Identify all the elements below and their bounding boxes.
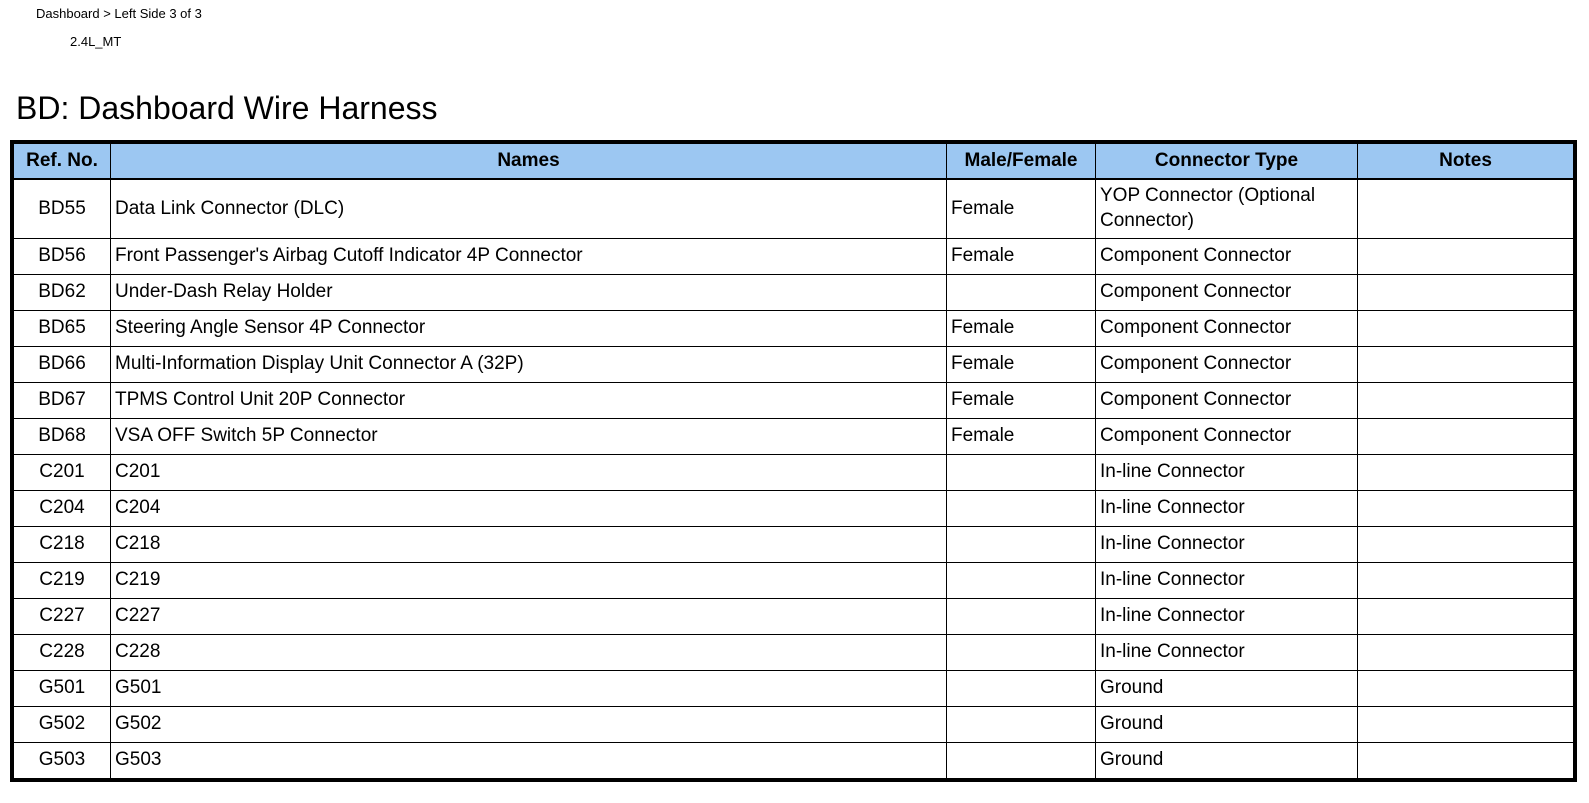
cell-name: Steering Angle Sensor 4P Connector (111, 311, 947, 347)
cell-notes (1358, 707, 1574, 743)
cell-ref-no: BD62 (14, 275, 111, 311)
cell-male-female: Female (947, 419, 1096, 455)
cell-name: G501 (111, 671, 947, 707)
cell-connector-type: In-line Connector (1096, 599, 1358, 635)
cell-notes (1358, 527, 1574, 563)
cell-connector-type: In-line Connector (1096, 455, 1358, 491)
cell-notes (1358, 563, 1574, 599)
cell-notes (1358, 311, 1574, 347)
cell-name: C219 (111, 563, 947, 599)
cell-name: C227 (111, 599, 947, 635)
cell-male-female (947, 707, 1096, 743)
cell-name: Front Passenger's Airbag Cutoff Indicator 4P Connector (111, 239, 947, 275)
header-male-female: Male/Female (947, 144, 1096, 180)
cell-connector-type: Ground (1096, 671, 1358, 707)
cell-ref-no: C227 (14, 599, 111, 635)
cell-connector-type: Component Connector (1096, 347, 1358, 383)
breadcrumb: Dashboard > Left Side 3 of 3 (36, 6, 202, 21)
table-row (14, 527, 1574, 563)
cell-ref-no: C218 (14, 527, 111, 563)
table-row (14, 635, 1574, 671)
table-row (14, 491, 1574, 527)
cell-notes (1358, 239, 1574, 275)
cell-ref-no: BD68 (14, 419, 111, 455)
cell-male-female (947, 743, 1096, 779)
cell-ref-no: BD66 (14, 347, 111, 383)
cell-ref-no: BD67 (14, 383, 111, 419)
cell-male-female: Female (947, 347, 1096, 383)
table-row (14, 383, 1574, 419)
header-connector-type: Connector Type (1096, 144, 1358, 180)
harness-table-container (10, 140, 1577, 782)
cell-connector-type: In-line Connector (1096, 635, 1358, 671)
cell-connector-type: In-line Connector (1096, 563, 1358, 599)
cell-notes (1358, 671, 1574, 707)
header-notes: Notes (1358, 144, 1574, 180)
table-row (14, 707, 1574, 743)
cell-notes (1358, 383, 1574, 419)
table-row (14, 563, 1574, 599)
cell-connector-type: YOP Connector (Optional Connector) (1096, 179, 1358, 239)
cell-name: Multi-Information Display Unit Connector A (32P) (111, 347, 947, 383)
table-row (14, 599, 1574, 635)
cell-male-female (947, 635, 1096, 671)
cell-notes (1358, 275, 1574, 311)
page-title: BD: Dashboard Wire Harness (16, 90, 438, 126)
cell-ref-no: BD65 (14, 311, 111, 347)
cell-male-female: Female (947, 311, 1096, 347)
cell-name: G503 (111, 743, 947, 779)
cell-connector-type: Component Connector (1096, 419, 1358, 455)
table-row (14, 239, 1574, 275)
cell-ref-no: C204 (14, 491, 111, 527)
cell-ref-no: G502 (14, 707, 111, 743)
cell-connector-type: In-line Connector (1096, 491, 1358, 527)
cell-male-female (947, 599, 1096, 635)
cell-name: G502 (111, 707, 947, 743)
cell-notes (1358, 635, 1574, 671)
cell-ref-no: C219 (14, 563, 111, 599)
cell-ref-no: BD55 (14, 179, 111, 239)
cell-male-female: Female (947, 383, 1096, 419)
table-header-row (14, 144, 1574, 180)
table-row (14, 671, 1574, 707)
cell-connector-type: In-line Connector (1096, 527, 1358, 563)
table-row (14, 419, 1574, 455)
cell-connector-type: Component Connector (1096, 239, 1358, 275)
cell-ref-no: BD56 (14, 239, 111, 275)
cell-ref-no: G503 (14, 743, 111, 779)
table-row (14, 743, 1574, 779)
cell-ref-no: C201 (14, 455, 111, 491)
cell-notes (1358, 491, 1574, 527)
cell-male-female (947, 563, 1096, 599)
cell-connector-type: Component Connector (1096, 311, 1358, 347)
cell-notes (1358, 179, 1574, 239)
cell-name: TPMS Control Unit 20P Connector (111, 383, 947, 419)
page-subtitle: 2.4L_MT (70, 34, 122, 49)
cell-connector-type: Ground (1096, 743, 1358, 779)
cell-male-female (947, 671, 1096, 707)
table-row (14, 311, 1574, 347)
cell-ref-no: C228 (14, 635, 111, 671)
cell-notes (1358, 743, 1574, 779)
cell-ref-no: G501 (14, 671, 111, 707)
table-row (14, 455, 1574, 491)
cell-notes (1358, 419, 1574, 455)
cell-notes (1358, 599, 1574, 635)
cell-male-female: Female (947, 239, 1096, 275)
cell-name: VSA OFF Switch 5P Connector (111, 419, 947, 455)
cell-notes (1358, 347, 1574, 383)
cell-name: Data Link Connector (DLC) (111, 179, 947, 239)
cell-male-female (947, 527, 1096, 563)
cell-connector-type: Ground (1096, 707, 1358, 743)
table-row (14, 179, 1574, 239)
cell-male-female (947, 491, 1096, 527)
cell-male-female (947, 455, 1096, 491)
table-body (14, 179, 1574, 779)
header-ref-no: Ref. No. (14, 144, 111, 180)
cell-male-female (947, 275, 1096, 311)
header-names: Names (111, 144, 947, 180)
cell-name: Under-Dash Relay Holder (111, 275, 947, 311)
cell-name: C228 (111, 635, 947, 671)
cell-connector-type: Component Connector (1096, 275, 1358, 311)
cell-name: C204 (111, 491, 947, 527)
cell-connector-type: Component Connector (1096, 383, 1358, 419)
cell-notes (1358, 455, 1574, 491)
cell-name: C201 (111, 455, 947, 491)
harness-table (13, 143, 1574, 779)
cell-name: C218 (111, 527, 947, 563)
table-row (14, 275, 1574, 311)
table-row (14, 347, 1574, 383)
cell-male-female: Female (947, 179, 1096, 239)
